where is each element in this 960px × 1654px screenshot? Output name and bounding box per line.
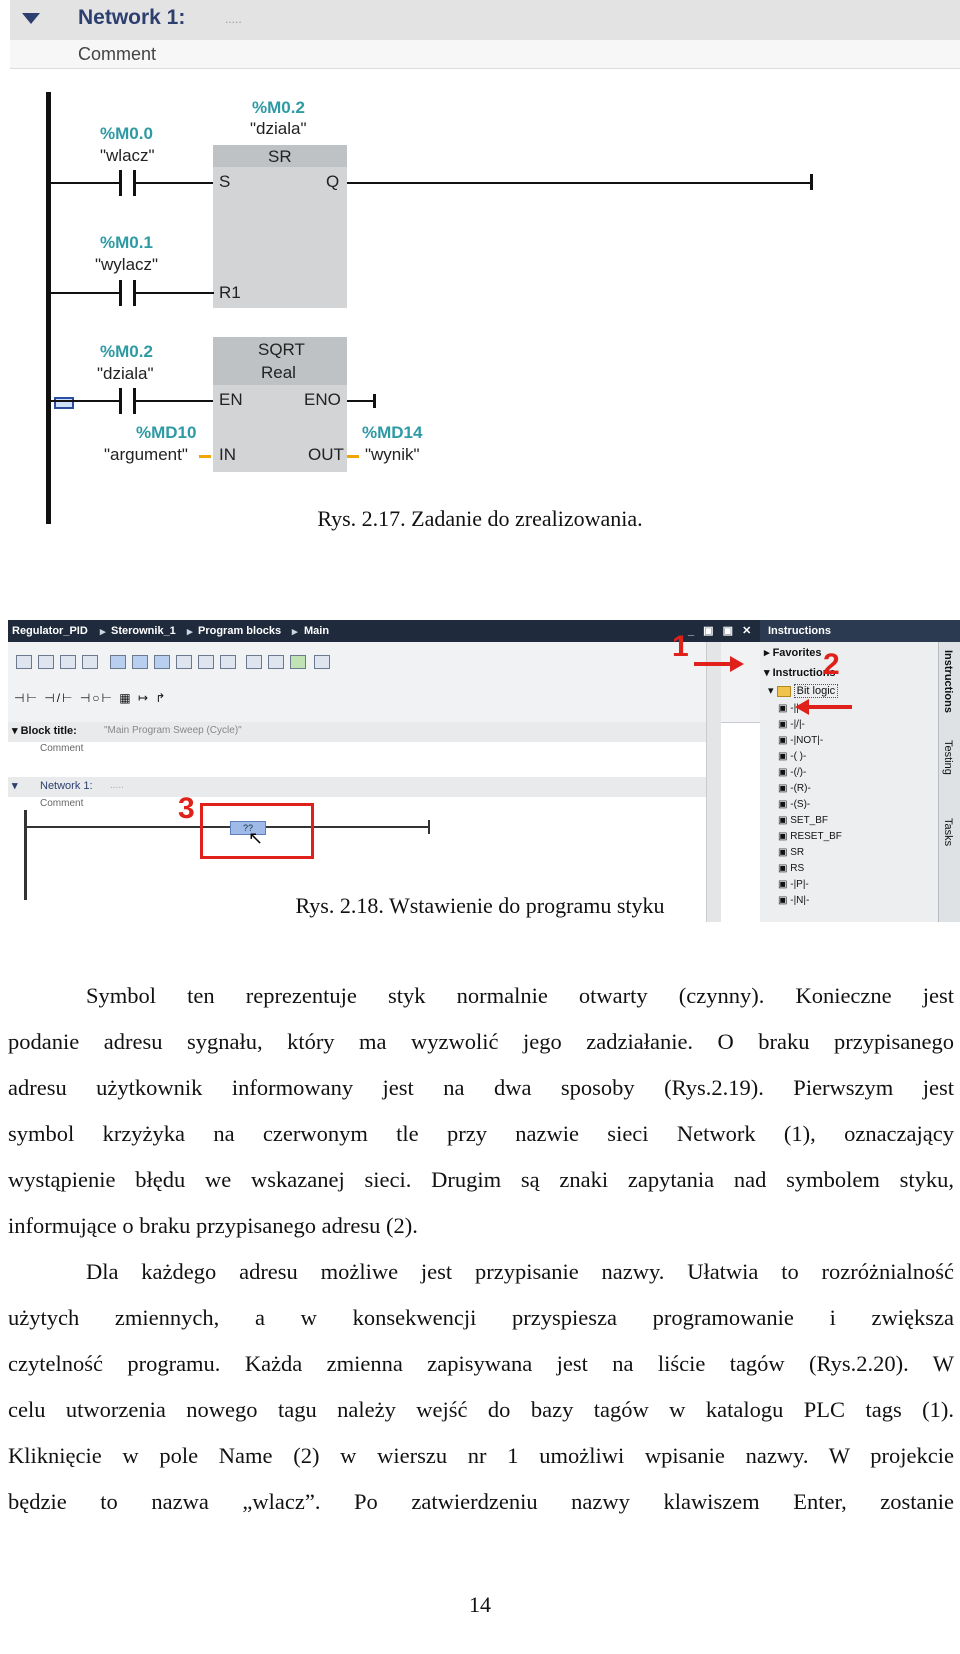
instruction-label: RS [790,863,805,874]
instruction-label: -( )- [790,751,807,762]
wire [136,182,214,184]
wire [347,400,375,402]
instruction-item[interactable]: ▣ -|N|- [778,895,810,906]
block-title-text: Block title: [20,725,77,737]
rung-end [373,394,376,408]
in-operand-address: %MD10 [136,423,197,442]
toolbar-icon[interactable] [16,655,32,669]
instruction-item[interactable]: ▣ -|NOT|- [778,735,824,746]
wire [136,292,214,294]
paragraph-line: Kliknięcie w pole Name (2) w wierszu nr 1 umożliwi wpisanie nazwy. W projekcie [8,1443,954,1468]
wire [51,400,119,402]
toolbar-icon[interactable] [154,655,170,669]
network-comment[interactable]: Comment [40,798,84,809]
bit-logic-folder[interactable]: ▾ Bit logic [768,684,838,697]
contact-bar-left [119,388,122,414]
instruction-item[interactable]: ▣ -(S)- [778,799,811,810]
contact-name: "wylacz" [95,255,159,274]
network-title: Network 1: [78,6,186,29]
arrow-1-shaft [694,662,734,666]
contact-name: "dziala" [97,364,154,383]
wire [51,182,119,184]
network-title-placeholder: ..... [225,12,242,26]
collapse-triangle-icon[interactable] [22,13,40,24]
instruction-item[interactable]: ▣ SR [778,847,805,858]
rung-selector-icon[interactable] [54,397,74,409]
block-title-value[interactable]: "Main Program Sweep (Cycle)" [104,725,242,736]
out-operand-address: %MD14 [362,423,423,442]
instruction-label: SR [790,847,805,858]
window-controls[interactable]: _ ▣ ▣ ✕ [688,625,755,637]
page-number: 14 [469,1592,491,1617]
instruction-label: -(R)- [790,783,811,794]
toolbar-icon[interactable] [246,655,262,669]
toolbar-icon[interactable] [290,655,306,669]
block-title-label: ▾ Block title: [12,725,77,737]
contact-bar-left [119,170,122,196]
instruction-label: -(/)- [790,767,807,778]
sr-address: %M0.2 [252,98,305,117]
toolbar-icon[interactable] [38,655,54,669]
toolbar-icon[interactable] [314,655,330,669]
cursor-icon: ↖ [248,828,264,849]
ladder-figure [0,0,960,530]
instruction-item[interactable]: ▣ -( )- [778,751,807,762]
breadcrumb-item[interactable]: Program blocks [198,625,282,637]
paragraph-line: informujące o braku przypisanego adresu (2). [8,1213,418,1238]
marker-2: 2 [823,648,840,681]
contact-placeholder: ?? [242,823,253,833]
paragraph-line: podanie adresu sygnału, który ma wyzwolić jego zadziałanie. O braku przypisanego [8,1029,954,1054]
sr-pin-q: Q [326,172,340,191]
paragraph-line: symbol krzyżyka na czerwonym tle przy nazwie sieci Network (1), oznaczający [8,1121,954,1146]
toolbar-icon[interactable] [82,655,98,669]
figure-caption: Rys. 2.18. Wstawienie do programu styku [295,893,665,918]
instruction-item[interactable]: ▣ -||- [778,703,803,714]
instruction-label: -|N|- [790,895,810,906]
paragraph-line: wystąpienie błędu we wskazanej sieci. Drugim są znaki zapytania nad symbolem styku, [8,1167,954,1192]
rung-end [810,174,813,190]
network-comment: Comment [78,44,157,64]
instruction-item[interactable]: ▣ RS [778,863,805,874]
toolbar-icon[interactable] [220,655,236,669]
breadcrumb-item[interactable]: Sterownik_1 [111,625,176,637]
breadcrumb-item[interactable]: Main [304,625,330,637]
tab-tasks[interactable]: Tasks [942,818,954,847]
instructions-header: Instructions [768,625,831,637]
operand-link [347,455,359,458]
instruction-item[interactable]: ▣ RESET_BF [778,831,842,842]
toolbar-icon[interactable] [110,655,126,669]
paragraph-line: będzie to nazwa „wlacz”. Po zatwierdzeniu nazwy klawiszem Enter, zostanie [8,1489,954,1514]
bit-logic-label: Bit logic [794,684,839,698]
power-rail [24,810,27,900]
arrow-left-icon [795,699,809,715]
sqrt-pin-in: IN [219,445,236,464]
breadcrumb-item[interactable]: Regulator_PID [12,625,88,637]
folder-icon [777,686,791,697]
sr-pin-r1: R1 [219,283,241,302]
toolbar-icon[interactable] [60,655,76,669]
out-operand-name: "wynik" [365,445,420,464]
sr-name: "dziala" [250,119,307,138]
tia-screenshot [8,620,960,922]
toolbar-icon[interactable] [268,655,284,669]
scrollbar[interactable] [706,642,721,922]
power-rail [46,92,51,524]
toolbar-icon[interactable] [176,655,192,669]
instruction-label: -||- [790,703,803,714]
in-operand-name: "argument" [104,445,188,464]
instruction-label: RESET_BF [790,831,842,842]
figure-caption: Rys. 2.17. Zadanie do zrealizowania. [317,506,643,531]
instruction-item[interactable]: ▣ -|/|- [778,719,805,730]
wire [347,182,812,184]
tab-testing[interactable]: Testing [942,740,954,775]
instruction-item[interactable]: ▣ -|P|- [778,879,809,890]
instruction-item[interactable]: ▣ SET_BF [778,815,829,826]
sr-title: SR [268,147,292,166]
wire [136,400,214,402]
sqrt-pin-en: EN [219,390,243,409]
network-label: ▾ [12,780,18,792]
sqrt-pin-eno: ENO [304,390,341,409]
chevron-right-icon: ▸ [100,626,106,638]
ladder-palette[interactable]: ⊣⊢ ⊣/⊢ ⊣○⊢ ▦ ↦ ↱ [14,691,168,705]
wire [51,292,119,294]
paragraph-line: Dla każdego adresu możliwe jest przypisanie nazwy. Ułatwia to rozróżnialność [86,1259,954,1284]
instruction-item[interactable]: ▣ -(R)- [778,783,811,794]
instruction-label: -|P|- [790,879,809,890]
contact-address: %M0.0 [100,124,153,143]
instruction-label: SET_BF [790,815,829,826]
sqrt-type: Real [261,363,296,382]
paragraph-line: Symbol ten reprezentuje styk normalnie otwarty (czynny). Konieczne jest [86,983,954,1008]
paragraph-line: czytelność programu. Każda zmienna zapisywana jest na liście tagów (Rys.2.20). W [8,1351,954,1376]
contact-address: %M0.2 [100,342,153,361]
network-title: Network 1: [40,780,93,792]
chevron-right-icon: ▸ [187,626,193,638]
instruction-label: -|NOT|- [790,735,824,746]
block-comment[interactable]: Comment [40,743,84,754]
operand-link [199,455,211,458]
marker-3: 3 [178,792,195,825]
instruction-item[interactable]: ▣ -(/)- [778,767,807,778]
sr-pin-s: S [219,172,231,191]
contact-bar-left [119,280,122,306]
toolbar-icon[interactable] [198,655,214,669]
arrow-right-icon [730,656,744,672]
sqrt-pin-out: OUT [308,445,344,464]
favorites-label: Favorites [772,647,822,659]
instruction-label: -|/|- [790,719,805,730]
instruction-label: -(S)- [790,799,811,810]
rung-end [428,820,430,834]
instructions-label: Instructions [772,667,836,679]
favorites-section[interactable]: ▸ Favorites [764,647,822,659]
toolbar-icon[interactable] [132,655,148,669]
arrow-2-shaft [808,705,852,709]
tab-instructions[interactable]: Instructions [942,650,954,713]
sqrt-title: SQRT [258,340,305,359]
contact-address: %M0.1 [100,233,153,252]
instructions-section[interactable]: ▾ Instructions [764,667,836,679]
marker-1: 1 [672,630,689,663]
paragraph-line: użytych zmiennych, a w konsekwencji przyspiesza programowanie i zwiększa [8,1305,954,1330]
contact-name: "wlacz" [100,146,155,165]
paragraph-line: adresu użytkownik informowany jest na dwa sposoby (Rys.2.19). Pierwszym jest [8,1075,954,1100]
editor-area [8,722,720,922]
paragraph-line: celu utworzenia nowego tagu należy wejść do bazy tagów w katalogu PLC tags (1). [8,1397,954,1422]
chevron-right-icon: ▸ [292,626,298,638]
network-title-placeholder: ..... [110,780,124,791]
